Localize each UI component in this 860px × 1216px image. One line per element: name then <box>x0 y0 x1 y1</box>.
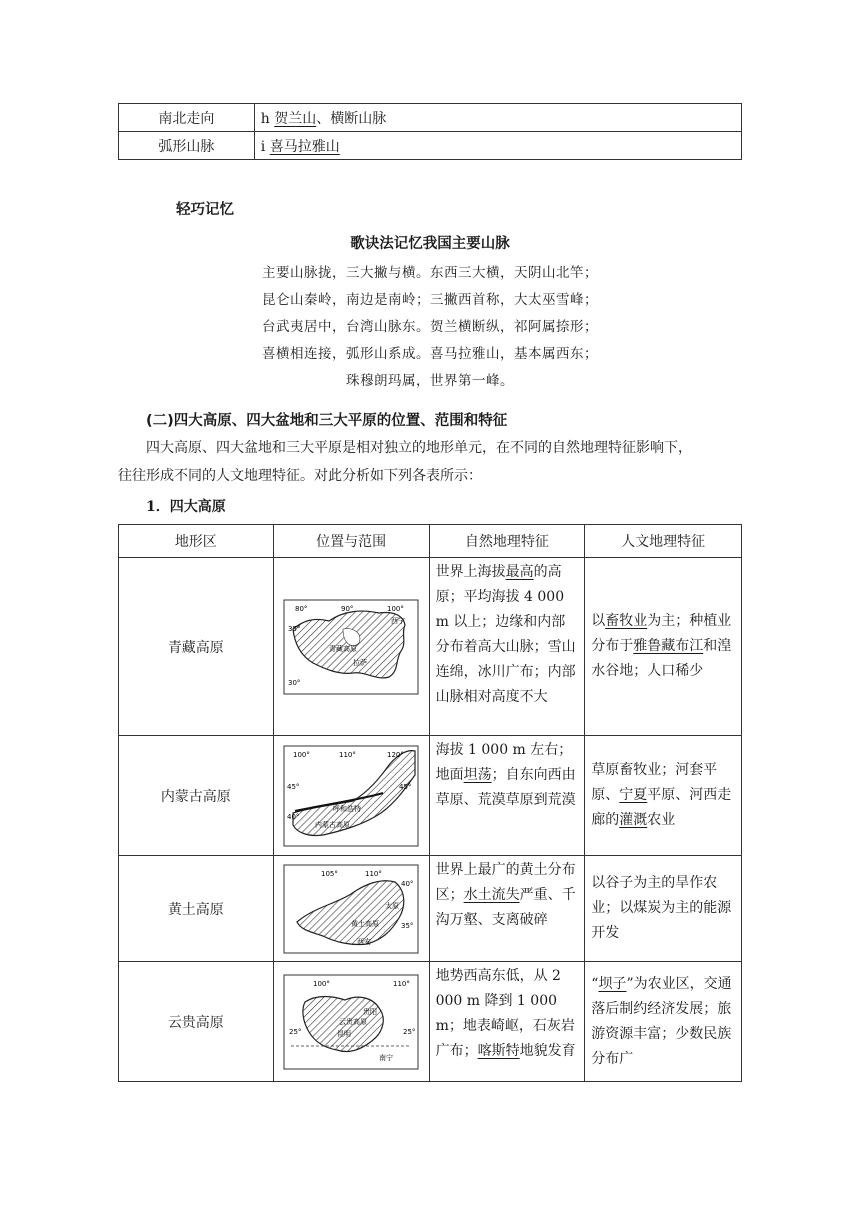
map-cell <box>273 558 429 736</box>
map-label: 35° <box>288 624 301 633</box>
intro-line: 往往形成不同的人文地理特征。对此分析如下列各表所示： <box>118 468 482 484</box>
map-label: 100° <box>293 750 310 759</box>
map-label: 西安 <box>357 937 372 946</box>
region-name: 青藏高原 <box>119 558 274 736</box>
inner-mongolia-map <box>283 745 419 847</box>
map-label: 南宁 <box>379 1053 394 1062</box>
map-label: 120° <box>387 750 404 759</box>
table-row <box>119 104 742 132</box>
human-features: 草原畜牧业；河套平原、宁夏平原、河西走廊的灌溉农业 <box>585 736 742 856</box>
map-label: 100° <box>387 604 404 613</box>
mountain-list: i 喜马拉雅山 <box>254 132 741 160</box>
natural-features: 海拔 1 000 m 左右；地面坦荡；自东向西由草原、荒漠草原到荒漠 <box>429 736 585 856</box>
human-features: 以畜牧业为主；种植业分布于雅鲁藏布江和湟水谷地；人口稀少 <box>585 558 742 736</box>
natural-features: 地势西高东低，从 2 000 m 降到 1 000 m；地表崎岖，石灰岩广布；喀斯特地貌发育 <box>429 962 585 1082</box>
yungui-plateau-map <box>283 974 419 1070</box>
table-row <box>119 558 742 736</box>
column-header: 人文地理特征 <box>585 525 742 558</box>
map-label: 西宁 <box>391 616 406 625</box>
intro-line: 四大高原、四大盆地和三大平原是相对独立的地形单元，在不同的自然地理特征影响下， <box>146 440 692 456</box>
poem-line: 喜横相连接，弧形山系成。喜马拉雅山，基本属西东； <box>262 346 598 362</box>
poem-line: 主要山脉拢，三大撇与横。东西三大横，天阴山北竿； <box>262 265 598 281</box>
table-row <box>119 962 742 1082</box>
column-header: 地形区 <box>119 525 274 558</box>
map-label: 30° <box>288 678 301 687</box>
map-label: 云贵高原 <box>339 1017 368 1026</box>
table-row <box>119 856 742 962</box>
natural-features: 世界上最广的黄土分布区；水土流失严重、千沟万壑、支离破碎 <box>429 856 585 962</box>
map-label: 45° <box>399 782 412 791</box>
map-label: 105° <box>321 869 338 878</box>
plateau-table <box>118 524 742 1082</box>
column-header: 位置与范围 <box>273 525 429 558</box>
map-cell <box>273 856 429 962</box>
natural-features: 世界上海拔最高的高原；平均海拔 4 000 m 以上；边缘和内部分布着高大山脉；雪山连绵，冰川广布；内部山脉相对高度不大 <box>429 558 585 736</box>
map-label: 呼和浩特 <box>333 804 362 813</box>
map-label: 40° <box>287 812 300 821</box>
map-label: 贵阳 <box>363 1007 378 1016</box>
map-cell <box>273 962 429 1082</box>
map-label: 昆明 <box>337 1029 352 1038</box>
region-name: 内蒙古高原 <box>119 736 274 856</box>
map-label: 90° <box>341 604 354 613</box>
poem-title: 歌诀法记忆我国主要山脉 <box>350 236 510 252</box>
map-label: 内蒙古高原 <box>315 820 351 829</box>
map-label: 拉萨 <box>353 658 368 667</box>
map-label: 25° <box>289 1027 302 1036</box>
subsection-title: 1．四大高原 <box>146 499 226 515</box>
map-label: 80° <box>295 604 308 613</box>
map-label: 110° <box>393 979 410 988</box>
map-label: 110° <box>365 869 382 878</box>
map-label: 35° <box>401 921 414 930</box>
region-name: 云贵高原 <box>119 962 274 1082</box>
poem-line: 台武夷居中，台湾山脉东。贺兰横断纵，祁阿属捺形； <box>262 319 598 335</box>
mountain-direction-table <box>118 103 742 160</box>
memory-heading: 轻巧记忆 <box>176 202 234 218</box>
qinghai-tibet-map <box>283 599 419 695</box>
direction-label: 南北走向 <box>119 104 255 132</box>
human-features: 以谷子为主的旱作农业；以煤炭为主的能源开发 <box>585 856 742 962</box>
direction-label: 弧形山脉 <box>119 132 255 160</box>
column-header: 自然地理特征 <box>429 525 585 558</box>
region-name: 黄土高原 <box>119 856 274 962</box>
poem-line: 珠穆朗玛属，世界第一峰。 <box>346 373 514 389</box>
mountain-list: h 贺兰山、横断山脉 <box>254 104 741 132</box>
map-label: 100° <box>313 979 330 988</box>
map-label: 黄土高原 <box>351 919 380 928</box>
section-title: (二)四大高原、四大盆地和三大平原的位置、范围和特征 <box>146 413 508 429</box>
map-label: 青藏高原 <box>329 644 358 653</box>
poem <box>0 260 860 395</box>
human-features: “坝子”为农业区，交通落后制约经济发展；旅游资源丰富；少数民族分布广 <box>585 962 742 1082</box>
poem-line: 昆仑山秦岭，南边是南岭；三撇西首称，大太巫雪峰； <box>262 292 598 308</box>
map-label: 40° <box>401 879 414 888</box>
table-row <box>119 132 742 160</box>
map-label: 45° <box>287 782 300 791</box>
map-label: 25° <box>403 1027 416 1036</box>
loess-plateau-map <box>283 864 419 954</box>
table-row <box>119 736 742 856</box>
map-cell <box>273 736 429 856</box>
map-label: 110° <box>339 750 356 759</box>
table-header-row <box>119 525 742 558</box>
map-label: 太原 <box>385 901 400 910</box>
